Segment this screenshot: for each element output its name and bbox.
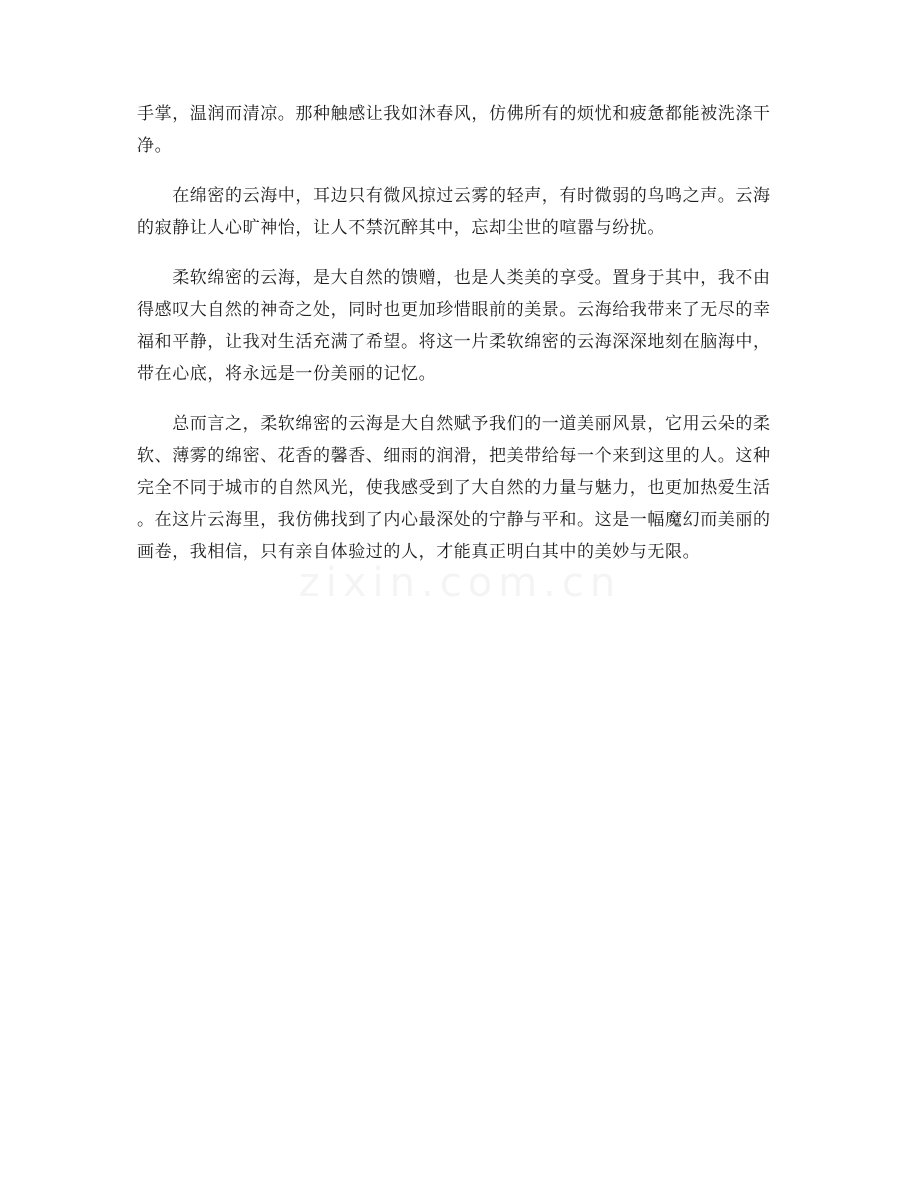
paragraph-1 [137,98,787,162]
text-line: 总而言之，柔软绵密的云海是大自然赋予我们的一道美丽风景，它用云朵的柔 [137,414,771,434]
text-line: 完全不同于城市的自然风光，使我感受到了大自然的力量与魅力，也更加热爱生活 [137,478,771,498]
paragraph-3 [137,262,787,390]
text-line: 柔软绵密的云海，是大自然的馈赠，也是人类美的享受。置身于其中，我不由 [137,268,771,288]
text-line: 福和平静，让我对生活充满了希望。将这一片柔软绵密的云海深深地刻在脑海中， [137,332,771,352]
text-line: 带在心底，将永远是一份美丽的记忆。 [137,364,437,384]
text-line: 画卷，我相信，只有亲自体验过的人，才能真正明白其中的美妙与无限。 [137,542,701,562]
paragraph-4 [137,408,787,568]
text-line: 手掌，温润而清凉。那种触感让我如沐春风，仿佛所有的烦忧和疲惫都能被洗涤干 [137,104,771,124]
text-line: 。在这片云海里，我仿佛找到了内心最深处的宁静与平和。这是一幅魔幻而美丽的 [137,510,771,530]
text-line: 净。 [137,136,173,156]
text-line: 的寂静让人心旷神怡，让人不禁沉醉其中，忘却尘世的喧嚣与纷扰。 [137,218,665,238]
text-line: 软、薄雾的绵密、花香的馨香、细雨的润滑，把美带给每一个来到这里的人。这种 [137,446,771,466]
document-body [137,98,787,586]
paragraph-2 [137,180,787,244]
text-line: 在绵密的云海中，耳边只有微风掠过云雾的轻声，有时微弱的鸟鸣之声。云海 [137,186,771,206]
watermark [0,560,920,606]
text-line: 得感叹大自然的神奇之处，同时也更加珍惜眼前的美景。云海给我带来了无尽的幸 [137,300,771,320]
